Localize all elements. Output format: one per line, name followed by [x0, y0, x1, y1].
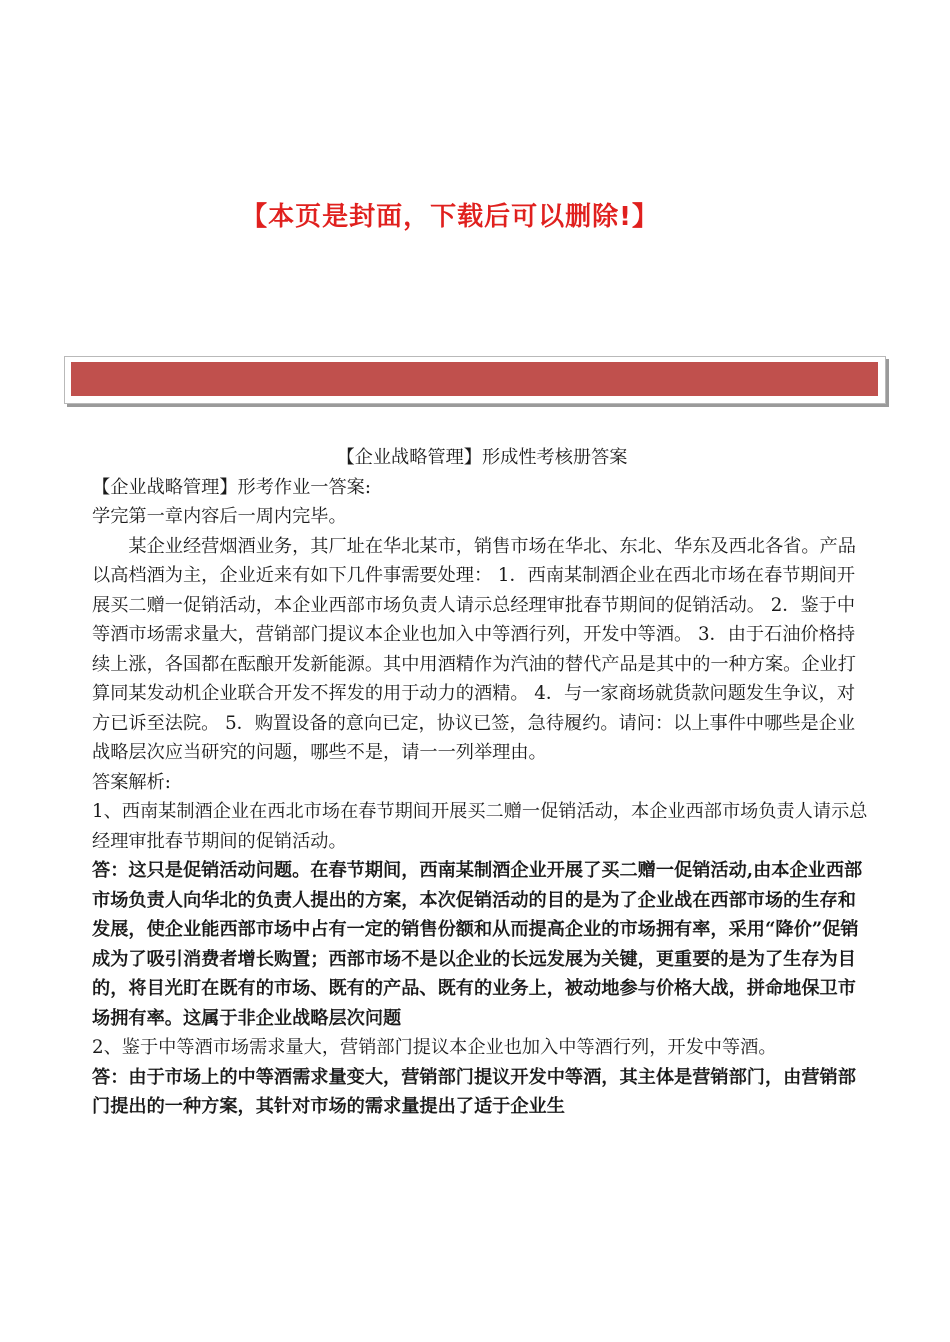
section-heading: 【企业战略管理】形考作业一答案:	[92, 476, 371, 498]
question-2: 2、鉴于中等酒市场需求量大，营销部门提议本企业也加入中等酒行列，开发中等酒。	[92, 1037, 777, 1058]
cover-notice: 【本页是封面，下载后可以删除!】	[241, 202, 659, 232]
answer-2: 答：由于市场上的中等酒需求量变大，营销部门提议开发中等酒，其主体是营销部门，由营销部门提出的一种方案，其针对市场的需求量提出了适于企业生	[92, 1066, 856, 1117]
document-title: 【企业战略管理】形成性考核册答案	[336, 447, 628, 468]
case-paragraph: 某企业经营烟酒业务，其厂址在华北某市，销售市场在华北、东北、华东及西北各省。产品以高档酒为主，企业近来有如下几件事需要处理： 1．西南某制酒企业在西北市场在春节期间开展买二赠一促销活动，本企业西部市场负责人请示总经理审批春节期间的促销活动。 2．鉴于中等酒市场需求量大，营销部门提议本企业也加入中等酒行列，开发中等酒。 3．由于石油价格持续上涨，各国都在酝酿开发新能源。其中用酒精作为汽油的替代产品是其中的一种方案。企业打算同某发动机企业联合开发不挥发的用于动力的酒精。 4．与一家商场就货款问题发生争议，对方已诉至法院。 5．购置设备的意向已定，协议已签，急待履约。请问：以上事件中哪些是企业战略层次应当研究的问题，哪些不是，请一一列举理由。	[92, 535, 856, 763]
analysis-label: 答案解析:	[92, 771, 171, 793]
banner-bar	[71, 362, 878, 396]
instruction-text: 学完第一章内容后一周内完毕。	[92, 506, 347, 527]
question-1: 1、西南某制酒企业在西北市场在春节期间开展买二赠一促销活动，本企业西部市场负责人请示总经理审批春节期间的促销活动。	[92, 801, 868, 852]
answer-1: 答：这只是促销活动问题。在春节期间，西南某制酒企业开展了买二赠一促销活动,由本企业西部市场负责人向华北的负责人提出的方案，本次促销活动的目的是为了企业战在西部市场的生存和发展，使企业能西部市场中占有一定的销售份额和从而提高企业的市场拥有率，采用“降价”促销成为了吸引消费者增长购置；西部市场不是以企业的长远发展为关键，更重要的是为了生存为目的，将目光盯在既有的市场、既有的产品、既有的业务上，被动地参与价格大战，拼命地保卫市场拥有率。这属于非企业战略层次问题	[92, 860, 863, 1029]
document-body	[92, 443, 872, 1122]
decorative-banner	[64, 356, 886, 404]
